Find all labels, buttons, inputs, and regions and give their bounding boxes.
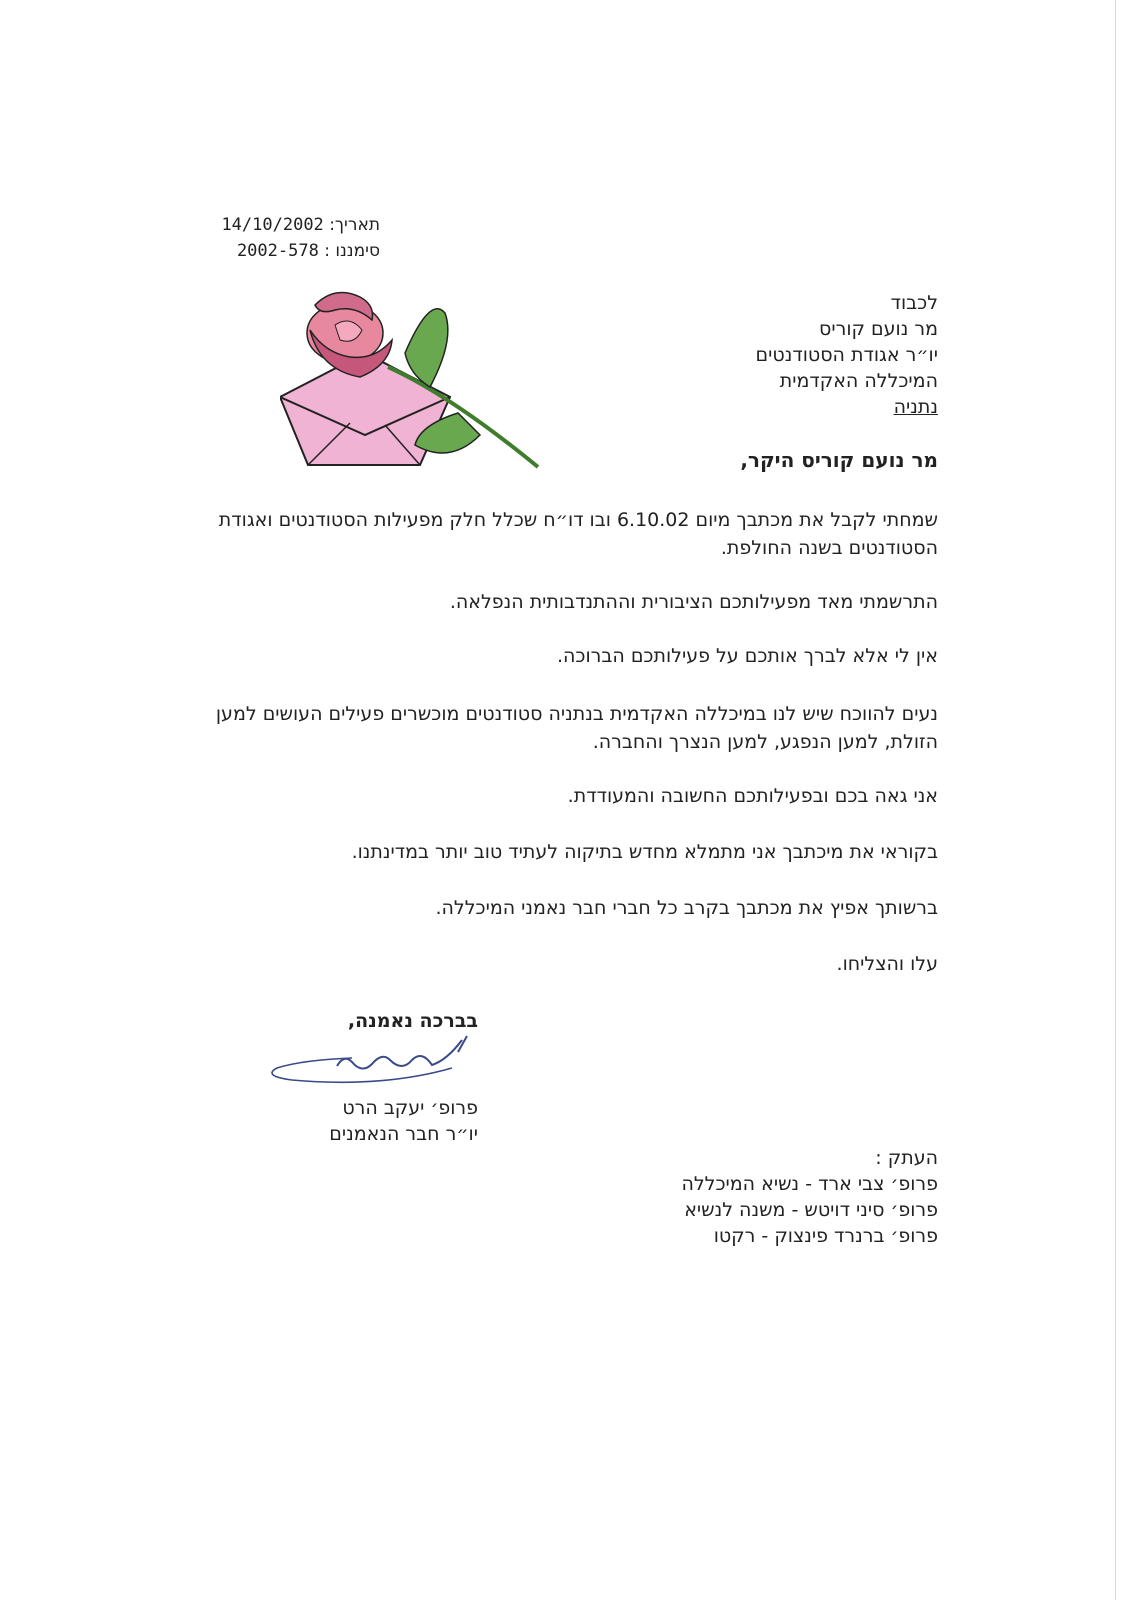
reference-row bbox=[120, 238, 380, 264]
body-paragraph-8: עלו והצליחו. bbox=[836, 953, 938, 975]
recipient-city: נתניה bbox=[893, 396, 938, 418]
rose-envelope-illustration bbox=[280, 285, 545, 475]
body-paragraph-3: אין לי אלא לברך אותכם על פעילותכם הברוכה. bbox=[556, 645, 938, 667]
scan-edge-line bbox=[1115, 0, 1116, 1600]
recipient-name: מר נועם קוריס bbox=[819, 318, 938, 340]
body-paragraph-4: נעים להווכח שיש לנו במיכללה האקדמית בנתניה סטודנטים מוכשרים פעילים העושים למען הזולת, למען הנפגע, למען הנצרך והחברה. bbox=[215, 703, 938, 753]
reference-value: 2002-578 bbox=[236, 241, 319, 261]
date-row bbox=[120, 212, 380, 238]
recipient-address bbox=[756, 290, 938, 420]
cc-list bbox=[681, 1145, 938, 1249]
body-paragraph-7: ברשותך אפיץ את מכתבך בקרב כל חברי חבר נאמני המיכללה. bbox=[435, 897, 938, 919]
signer-block bbox=[329, 1095, 478, 1147]
cc-item: פרופ׳ צבי ארד - נשיא המיכללה bbox=[681, 1173, 938, 1195]
recipient-line-to: לכבוד bbox=[890, 292, 938, 314]
date-value: 14/10/2002 bbox=[221, 215, 324, 235]
closing-phrase: בברכה נאמנה, bbox=[347, 1010, 478, 1032]
handwritten-signature bbox=[262, 1030, 482, 1090]
cc-item: פרופ׳ ברנרד פינצוק - רקטו bbox=[713, 1225, 938, 1247]
cc-label: העתק : bbox=[875, 1147, 938, 1169]
signer-name: פרופ׳ יעקב הרט bbox=[342, 1097, 478, 1119]
cc-item: פרופ׳ סיני דויטש - משנה לנשיא bbox=[684, 1199, 938, 1221]
salutation: מר נועם קוריס היקר, bbox=[740, 448, 938, 472]
body-paragraph-1: שמחתי לקבל את מכתבך מיום 6.10.02 ובו דו״ח שכלל חלק מפעילות הסטודנטים ואגודת הסטודנטים בשנה החולפת. bbox=[218, 509, 938, 559]
body-paragraph-2: התרשמתי מאד מפעילותכם הציבורית וההתנדבותית הנפלאה. bbox=[449, 591, 938, 613]
signer-title: יו״ר חבר הנאמנים bbox=[329, 1123, 478, 1145]
date-label: תאריך: bbox=[329, 215, 380, 235]
recipient-institution: המיכללה האקדמית bbox=[779, 370, 938, 392]
letter-meta bbox=[120, 212, 380, 264]
reference-label: סימננו : bbox=[324, 241, 380, 261]
body-paragraph-6: בקוראי את מיכתבך אני מתמלא מחדש בתיקוה לעתיד טוב יותר במדינתנו. bbox=[351, 841, 938, 863]
recipient-title: יו״ר אגודת הסטודנטים bbox=[755, 344, 938, 366]
body-paragraph-5: אני גאה בכם ובפעילותכם החשובה והמעודדת. bbox=[567, 785, 938, 807]
